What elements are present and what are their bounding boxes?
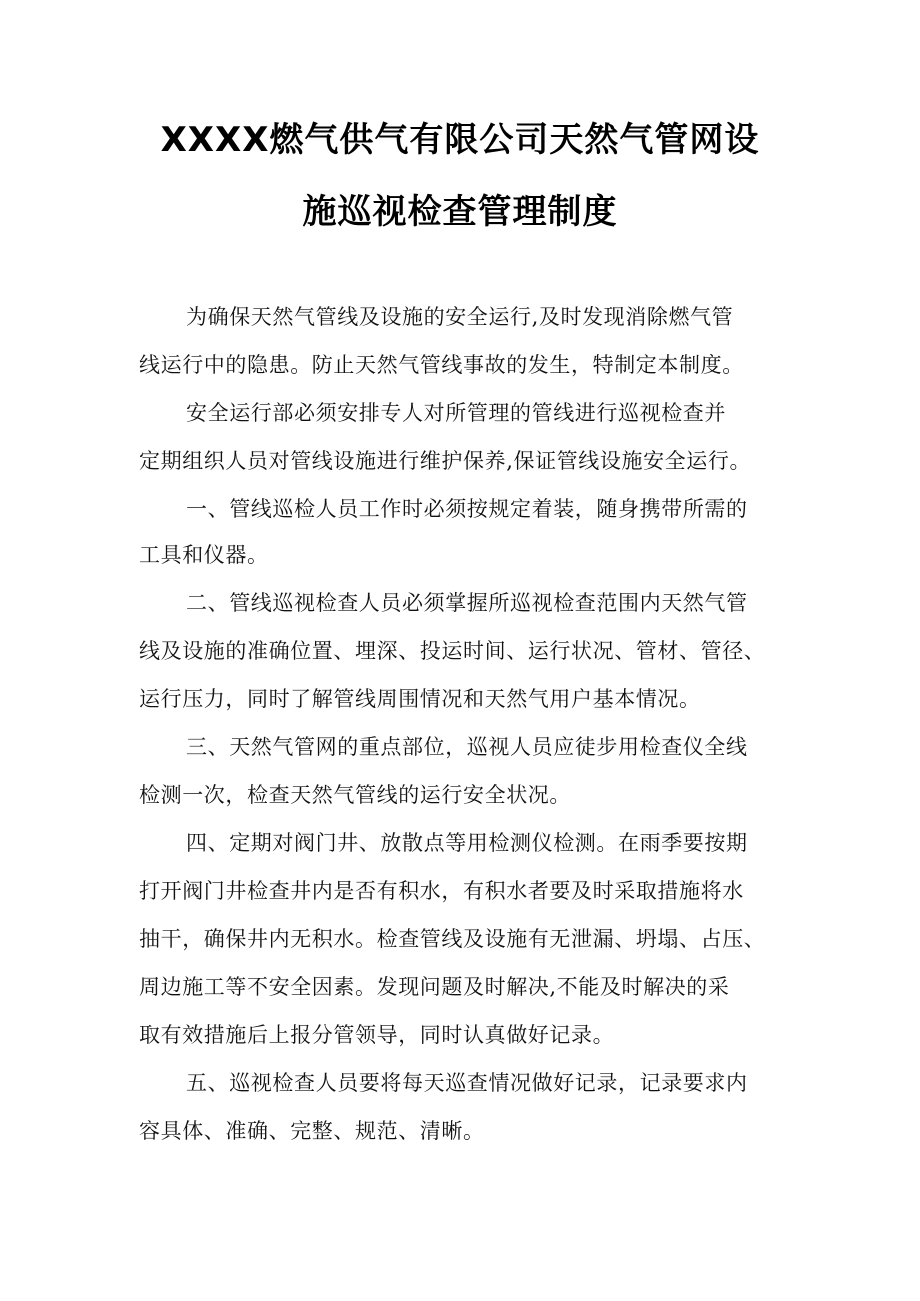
body-line: 线及设施的准确位置、埋深、投运时间、运行状况、管材、管径、 [139,639,766,663]
body-line: 一、管线巡检人员工作时必须按规定着装，随身携带所需的 [186,497,748,521]
body-line: 定期组织人员对管线设施进行维护保养,保证管线设施安全运行。 [139,449,752,473]
body-line: 五、巡视检查人员要将每天巡查情况做好记录，记录要求内 [186,1071,748,1095]
body-line: 运行压力，同时了解管线周围情况和天然气用户基本情况。 [139,687,701,711]
body-line: 三、天然气管网的重点部位，巡视人员应徒步用检查仪全线 [186,735,748,759]
body-line: 检测一次，检查天然气管线的运行安全状况。 [139,783,571,807]
body-line: 安全运行部必须安排专人对所管理的管线进行巡视检查并 [186,401,726,425]
body-line: 取有效措施后上报分管领导，同时认真做好记录。 [139,1023,615,1047]
body-line: 线运行中的隐患。防止天然气管线事故的发生，特制定本制度。 [139,353,744,377]
body-line: 四、定期对阀门井、放散点等用检测仪检测。在雨季要按期 [186,831,748,855]
body-line: 周边施工等不安全因素。发现问题及时解决,不能及时解决的采 [139,975,730,999]
body-line: 工具和仪器。 [139,543,269,567]
body-line: 容具体、准确、完整、规范、清晰。 [139,1119,485,1143]
body-line: 抽干，确保井内无积水。检查管线及设施有无泄漏、坍塌、占压、 [139,927,766,951]
document-title-line-1: XXXX燃气供气有限公司天然气管网设 [160,120,760,160]
body-line: 为确保天然气管线及设施的安全运行,及时发现消除燃气管 [186,305,734,329]
body-line: 打开阀门井检查井内是否有积水，有积水者要及时采取措施将水 [139,879,744,903]
body-line: 二、管线巡视检查人员必须掌握所巡视检查范围内天然气管 [186,591,748,615]
document-title-line-2: 施巡视检查管理制度 [302,192,618,232]
